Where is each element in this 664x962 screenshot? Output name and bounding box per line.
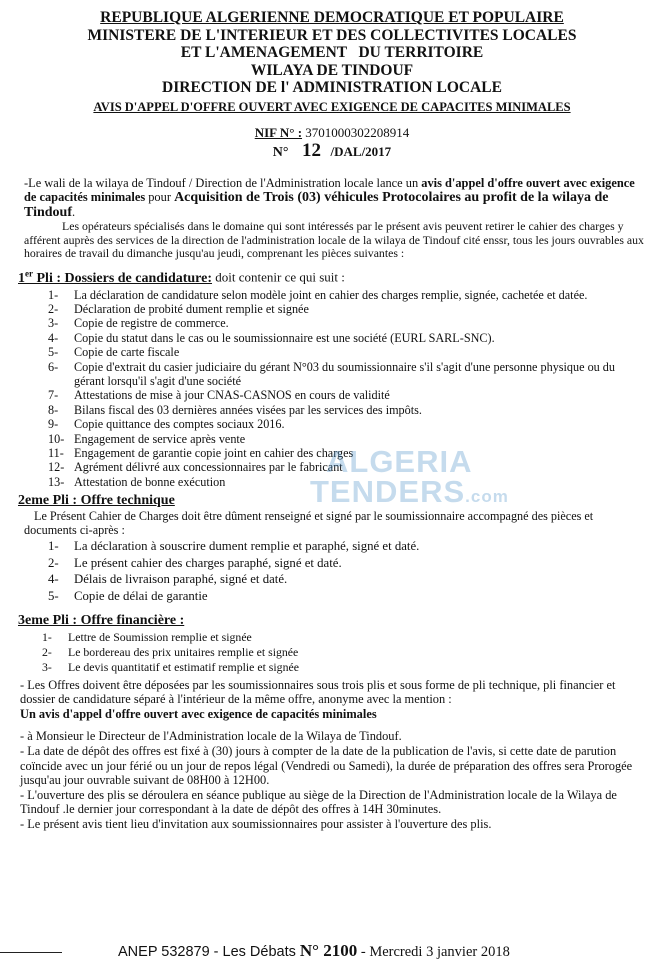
pli3-list [0, 630, 664, 674]
list-item [48, 316, 644, 330]
deposit-date-paragraph: - La date de dépôt des offres est fixé à (30) jours à compter de la date de la publication de l'avis, si cette date de parution coïncide avec un jour férié ou un jour de repos légal (Vendredi ou Samedi), la durée de préparation des offres sera Prorogée jusqu'au jour ouvrable suivant de 08H00 à 12H00. [20, 744, 633, 788]
list-item-text: Lettre de Soumission remplie et signée [68, 630, 252, 645]
intro-text-3: pour [145, 189, 175, 204]
list-item-text: Copie d'extrait du casier judiciaire du gérant N°03 du soumissionnaire s'il s'agit d'une personne physique ou du gérant lorsqu'il s'agit d'une société [74, 359, 615, 388]
nif-value: 3701000302208914 [305, 124, 410, 140]
list-item [48, 432, 644, 446]
list-item-number: 10- [48, 431, 65, 446]
list-item-number: 7- [48, 388, 59, 403]
operators-paragraph: Les opérateurs spécialisés dans le domaine qui sont intéressés par le présent avis peuvent retirer le cahier des charges y afférent auprès des services de la direction de l'administration locale de la wilaya de Tindouf cité enssr, tous les jours ouvrables aux horaires de travail du dimanche jusqu'au jeudi, comprenant les pièces suivantes : [24, 219, 644, 261]
list-item [48, 360, 644, 389]
list-item [48, 302, 644, 316]
list-item-number: 1- [48, 539, 59, 554]
pli1-heading [0, 268, 664, 287]
list-item [48, 388, 644, 402]
list-item-text: Le bordereau des prix unitaires remplie et signée [68, 645, 299, 660]
list-item-text: Agrément délivré aux concessionnaires par le fabricant [74, 460, 343, 475]
numero-suffix: /DAL/2017 [330, 143, 392, 159]
list-item-text: Déclaration de probité dument remplie et signée [74, 301, 309, 316]
list-item [42, 645, 644, 660]
list-item-number: 5- [48, 588, 59, 603]
list-item-text: Le devis quantitatif et estimatif remplie et signée [68, 659, 299, 674]
list-item-number: 4- [48, 330, 59, 345]
list-item [48, 403, 644, 417]
mention-line: Un avis d'appel d'offre ouvert avec exigence de capacités minimales [20, 706, 377, 721]
list-item [48, 417, 644, 431]
pli2-title: 2eme Pli : Offre technique [18, 493, 175, 509]
list-item [48, 331, 644, 345]
avis-title: AVIS D'APPEL D'OFFRE OUVERT AVEC EXIGENCE DE CAPACITES MINIMALES [93, 99, 571, 114]
intro-text-1: -Le wali de la wilaya de Tindouf / Direction de l'Administration locale lance un [24, 175, 422, 190]
list-item-number: 6- [48, 359, 59, 374]
list-item [42, 630, 644, 645]
list-item-text: Engagement de garantie copie joint en cahier des charges [74, 446, 354, 461]
header-block [0, 0, 664, 97]
list-item-number: 11- [48, 446, 64, 461]
list-item [48, 288, 644, 302]
intro-text-object: Acquisition de Trois (03) véhicules Protocolaires au profit de la wilaya de Tindouf [24, 189, 609, 221]
list-item-number: 2- [48, 301, 59, 316]
list-item-text: Attestations de mise à jour CNAS-CASNOS en cours de validité [74, 388, 390, 403]
list-item-number: 8- [48, 402, 59, 417]
list-item-text: Copie du statut dans le cas ou le soumissionnaire est une société (EURL SARL-SNC). [74, 330, 495, 345]
list-item-number: 2- [48, 555, 59, 570]
list-item [48, 446, 644, 460]
header-line-republic: REPUBLIQUE ALGERIENNE DEMOCRATIQUE ET POPULAIRE [100, 9, 564, 26]
notice-number [0, 140, 664, 162]
list-item-number: 3- [48, 316, 59, 331]
list-item-text: La déclaration à souscrire dument remplie et paraphé, signé et daté. [74, 539, 420, 554]
pli1-title: Pli : Dossiers de candidature: [33, 270, 213, 286]
list-item-number: 5- [48, 345, 59, 360]
addressee-line: - à Monsieur le Directeur de l'Administration locale de la Wilaya de Tindouf. [20, 729, 402, 744]
list-item-text: Copie quittance des comptes sociaux 2016. [74, 417, 285, 432]
footer-issue-number: N° 2100 [299, 941, 358, 960]
list-item-text: Engagement de service après vente [74, 431, 246, 446]
nif-line [0, 125, 664, 140]
list-item [48, 460, 644, 474]
list-item-text: Copie de délai de garantie [74, 588, 208, 603]
deposit-paragraph: - Les Offres doivent être déposées par les soumissionnaires sous trois plis et sous forme de pli technique, pli financier et dossier de candidature séparé à l'intérieur de la même offre, anonyme avec la mention : [20, 677, 616, 707]
nif-label: NIF N° : [254, 124, 303, 140]
list-item-number: 13- [48, 474, 65, 489]
list-item-number: 12- [48, 460, 65, 475]
footer-text [118, 941, 510, 961]
pli1-list [0, 288, 664, 490]
list-item-text: Copie de registre de commerce. [74, 316, 229, 331]
list-item-number: 3- [42, 659, 52, 674]
list-item-text: Le présent cahier des charges paraphé, signé et daté. [74, 555, 342, 570]
list-item [42, 660, 644, 675]
pli2-list [0, 538, 664, 604]
list-item [48, 555, 644, 572]
pli2-intro: Le Présent Cahier de Charges doit être dûment renseigné et signé par le soumissionnaire accompagné des pièces et documents ci-après : [24, 509, 594, 538]
pli1-title-sup: er [25, 267, 33, 278]
header-line-direction: DIRECTION DE l' ADMINISTRATION LOCALE [162, 79, 502, 96]
footer-date: - Mercredi 3 janvier 2018 [357, 944, 510, 960]
numero-prefix: N° [272, 144, 289, 160]
intro-paragraph [0, 176, 664, 221]
invitation-line: - Le présent avis tient lieu d'invitation aux soumissionnaires pour assister à l'ouverture des plis. [20, 816, 492, 831]
list-item-number: 1- [42, 630, 52, 645]
pli1-subtitle: doit contenir ce qui suit : [212, 269, 345, 285]
header-line-amenagement: ET L'AMENAGEMENT DU TERRITOIRE [180, 44, 484, 61]
list-item-text: Attestation de bonne exécution [74, 474, 226, 489]
footer-anep: ANEP 532879 - Les Débats [118, 944, 300, 960]
list-item [48, 345, 644, 359]
list-item-number: 4- [48, 572, 59, 587]
list-item-text: Copie de carte fiscale [74, 345, 180, 360]
list-item [48, 475, 644, 489]
watermark-suffix: .com [465, 487, 509, 506]
list-item-text: Bilans fiscal des 03 dernières années visées par les services des impôts. [74, 402, 422, 417]
footer-rule [0, 952, 62, 953]
list-item-text: Délais de livraison paraphé, signé et daté. [74, 572, 288, 587]
header-line-wilaya: WILAYA DE TINDOUF [250, 61, 414, 79]
pli1-title-num: 1 [18, 270, 25, 286]
intro-text-5: . [72, 205, 76, 220]
pli2-heading [0, 493, 664, 509]
list-item-number: 1- [48, 287, 59, 302]
list-item-number: 9- [48, 417, 59, 432]
list-item [48, 588, 644, 605]
list-item-number: 2- [42, 645, 52, 660]
pli3-title: 3eme Pli : Offre financière : [18, 613, 185, 629]
numero-value: 12 [302, 139, 322, 161]
pli3-heading [0, 613, 664, 629]
watermark-line2: TENDERS [310, 474, 466, 509]
list-item [48, 571, 644, 588]
opening-paragraph: - L'ouverture des plis se déroulera en séance publique au siège de la Direction de l'Administration locale de la Wilaya de Tindouf .le dernier jour correspondant à la date de dépôt des offres à 14H 30minutes. [20, 787, 617, 817]
list-item [48, 538, 644, 555]
intro-text-avis: avis d'appel d'offre ouvert avec exigence de capacités minimales [24, 175, 635, 204]
header-line-ministry: MINISTERE DE L'INTERIEUR ET DES COLLECTIVITES LOCALES [87, 26, 577, 44]
watermark-line1: ALGERIA [326, 444, 473, 479]
list-item-text: La déclaration de candidature selon modèle joint en cahier des charges remplie, signée, cachetée et datée. [74, 287, 588, 302]
